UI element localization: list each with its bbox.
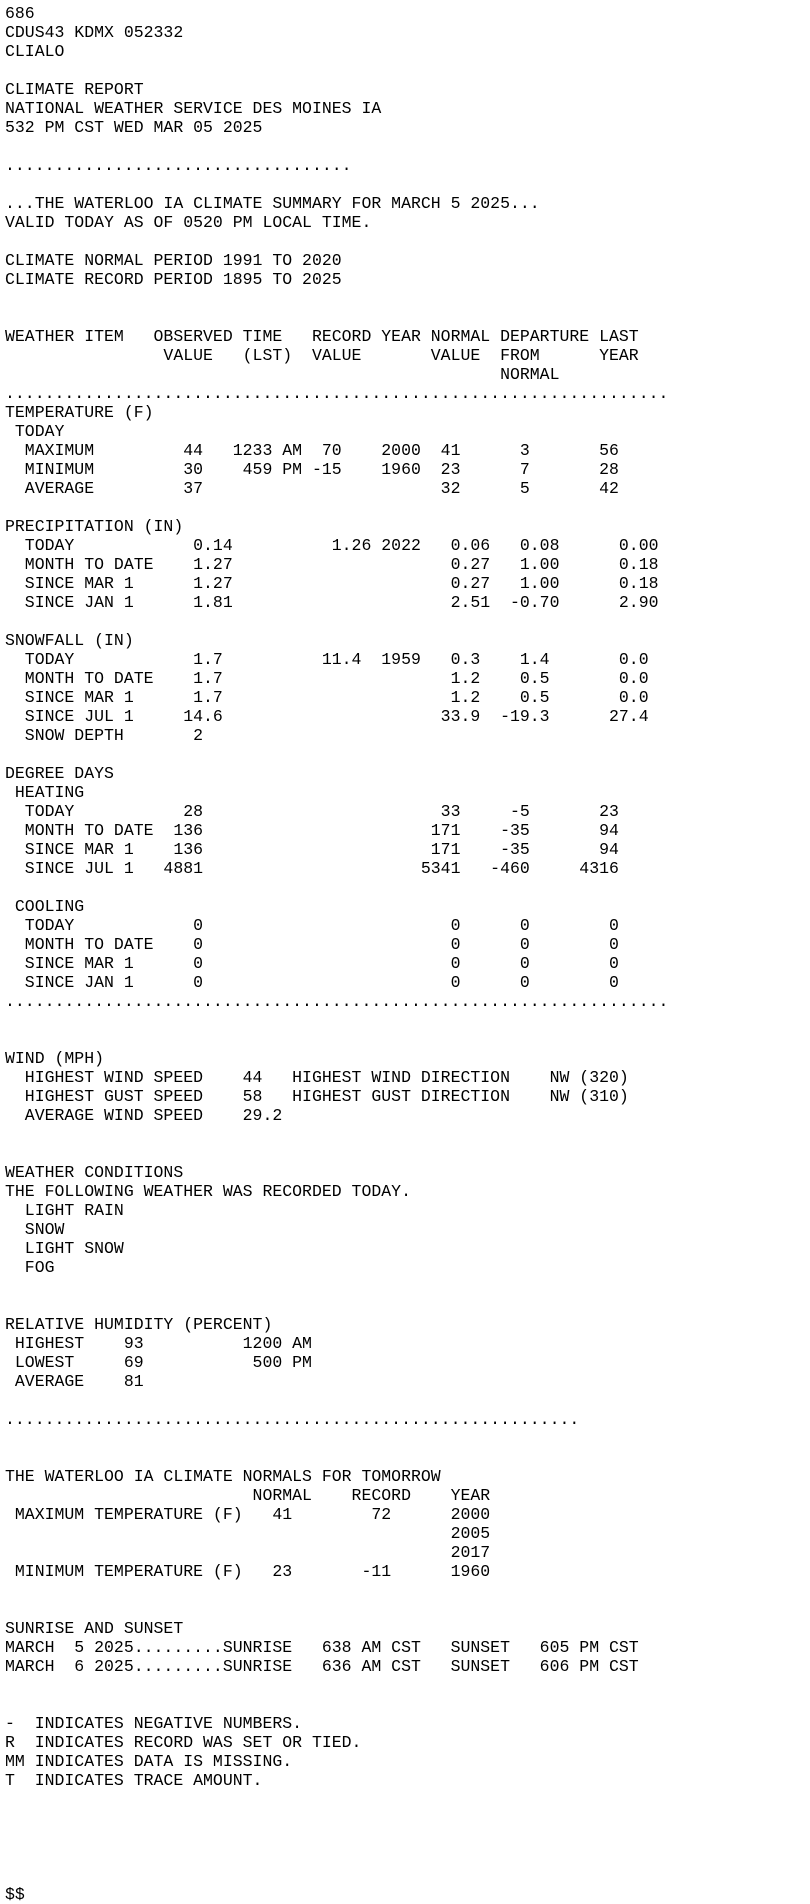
report-line (5, 1296, 810, 1315)
report-line: MAXIMUM 44 1233 AM 70 2000 41 3 56 (5, 441, 619, 460)
report-line: RELATIVE HUMIDITY (PERCENT) (5, 1315, 273, 1334)
report-line (5, 1429, 810, 1448)
report-line: NATIONAL WEATHER SERVICE DES MOINES IA (5, 99, 382, 118)
report-line: ................................................................... (5, 384, 669, 403)
report-line: SINCE JAN 1 0 0 0 0 (5, 973, 619, 992)
report-line (5, 612, 810, 631)
report-line (5, 1581, 810, 1600)
report-line: SINCE JUL 1 4881 5341 -460 4316 (5, 859, 619, 878)
report-line (5, 175, 810, 194)
report-line (5, 1809, 810, 1828)
report-line (5, 1600, 810, 1619)
report-line (5, 878, 810, 897)
report-line: MONTH TO DATE 1.27 0.27 1.00 0.18 (5, 555, 659, 574)
report-line (5, 1866, 810, 1885)
report-line: SINCE JAN 1 1.81 2.51 -0.70 2.90 (5, 593, 659, 612)
report-line (5, 1695, 810, 1714)
report-line: HEATING (5, 783, 85, 802)
report-line (5, 1828, 810, 1847)
report-line: TODAY 0 0 0 0 (5, 916, 619, 935)
report-line: SNOWFALL (IN) (5, 631, 134, 650)
report-line: VALID TODAY AS OF 0520 PM LOCAL TIME. (5, 213, 372, 232)
report-line: TODAY 0.14 1.26 2022 0.06 0.08 0.00 (5, 536, 659, 555)
report-line: TODAY 28 33 -5 23 (5, 802, 619, 821)
report-line: CLIMATE REPORT (5, 80, 144, 99)
report-line: TODAY 1.7 11.4 1959 0.3 1.4 0.0 (5, 650, 649, 669)
report-line: DEGREE DAYS (5, 764, 114, 783)
report-line: ................................................................... (5, 992, 669, 1011)
report-line: THE FOLLOWING WEATHER WAS RECORDED TODAY. (5, 1182, 411, 1201)
report-line: FOG (5, 1258, 55, 1277)
report-line: 686 (5, 4, 35, 23)
report-line (5, 308, 810, 327)
report-line (5, 498, 810, 517)
report-line: MARCH 5 2025.........SUNRISE 638 AM CST SUNSET 605 PM CST (5, 1638, 639, 1657)
report-line: CLIALO (5, 42, 65, 61)
report-line (5, 1011, 810, 1030)
report-line: ................................... (5, 156, 352, 175)
report-line: CLIMATE RECORD PERIOD 1895 TO 2025 (5, 270, 342, 289)
report-line: MONTH TO DATE 1.7 1.2 0.5 0.0 (5, 669, 649, 688)
report-line: 2017 (5, 1543, 491, 1562)
report-line (5, 745, 810, 764)
report-line: MONTH TO DATE 136 171 -35 94 (5, 821, 619, 840)
report-line: PRECIPITATION (IN) (5, 517, 184, 536)
report-line: MONTH TO DATE 0 0 0 0 (5, 935, 619, 954)
report-line: TODAY (5, 422, 65, 441)
report-line (5, 1790, 810, 1809)
report-line: MINIMUM TEMPERATURE (F) 23 -11 1960 (5, 1562, 491, 1581)
report-line (5, 1144, 810, 1163)
report-line: R INDICATES RECORD WAS SET OR TIED. (5, 1733, 362, 1752)
report-line: MM INDICATES DATA IS MISSING. (5, 1752, 293, 1771)
report-line: CLIMATE NORMAL PERIOD 1991 TO 2020 (5, 251, 342, 270)
report-line: CDUS43 KDMX 052332 (5, 23, 184, 42)
report-line: MARCH 6 2025.........SUNRISE 636 AM CST SUNSET 606 PM CST (5, 1657, 639, 1676)
report-line: SINCE MAR 1 1.7 1.2 0.5 0.0 (5, 688, 649, 707)
report-line: SNOW (5, 1220, 65, 1239)
report-line: COOLING (5, 897, 85, 916)
report-line: NORMAL RECORD YEAR (5, 1486, 491, 1505)
report-line (5, 137, 810, 156)
report-line: HIGHEST WIND SPEED 44 HIGHEST WIND DIRECTION NW (320) (5, 1068, 629, 1087)
report-line: AVERAGE 37 32 5 42 (5, 479, 619, 498)
report-line: HIGHEST 93 1200 AM (5, 1334, 312, 1353)
report-line: VALUE (LST) VALUE VALUE FROM YEAR (5, 346, 639, 365)
report-line (5, 1847, 810, 1866)
report-line: SUNRISE AND SUNSET (5, 1619, 184, 1638)
report-line (5, 1676, 810, 1695)
report-line: THE WATERLOO IA CLIMATE NORMALS FOR TOMORROW (5, 1467, 441, 1486)
report-line: WEATHER CONDITIONS (5, 1163, 184, 1182)
report-line: ...THE WATERLOO IA CLIMATE SUMMARY FOR MARCH 5 2025... (5, 194, 540, 213)
report-line: 532 PM CST WED MAR 05 2025 (5, 118, 263, 137)
report-line: LOWEST 69 500 PM (5, 1353, 312, 1372)
report-line: TEMPERATURE (F) (5, 403, 154, 422)
report-line: MINIMUM 30 459 PM -15 1960 23 7 28 (5, 460, 619, 479)
report-line: HIGHEST GUST SPEED 58 HIGHEST GUST DIRECTION NW (310) (5, 1087, 629, 1106)
report-line: NORMAL (5, 365, 560, 384)
report-line: .......................................................... (5, 1410, 580, 1429)
report-line (5, 1277, 810, 1296)
report-line: LIGHT SNOW (5, 1239, 124, 1258)
report-line: AVERAGE 81 (5, 1372, 144, 1391)
report-line: WEATHER ITEM OBSERVED TIME RECORD YEAR NORMAL DEPARTURE LAST (5, 327, 639, 346)
report-line: SINCE MAR 1 0 0 0 0 (5, 954, 619, 973)
report-line: SINCE MAR 1 136 171 -35 94 (5, 840, 619, 859)
report-line (5, 1391, 810, 1410)
report-line (5, 1448, 810, 1467)
report-line: LIGHT RAIN (5, 1201, 124, 1220)
report-line: MAXIMUM TEMPERATURE (F) 41 72 2000 (5, 1505, 491, 1524)
report-line: - INDICATES NEGATIVE NUMBERS. (5, 1714, 303, 1733)
report-line: AVERAGE WIND SPEED 29.2 (5, 1106, 283, 1125)
report-line (5, 1125, 810, 1144)
report-line: SNOW DEPTH 2 (5, 726, 204, 745)
report-line: T INDICATES TRACE AMOUNT. (5, 1771, 263, 1790)
report-line: $$ (5, 1885, 25, 1904)
report-line: 2005 (5, 1524, 491, 1543)
report-line (5, 1030, 810, 1049)
report-line (5, 289, 810, 308)
report-line: SINCE JUL 1 14.6 33.9 -19.3 27.4 (5, 707, 649, 726)
report-line: SINCE MAR 1 1.27 0.27 1.00 0.18 (5, 574, 659, 593)
report-line (5, 61, 810, 80)
report-line: WIND (MPH) (5, 1049, 105, 1068)
report-line (5, 232, 810, 251)
